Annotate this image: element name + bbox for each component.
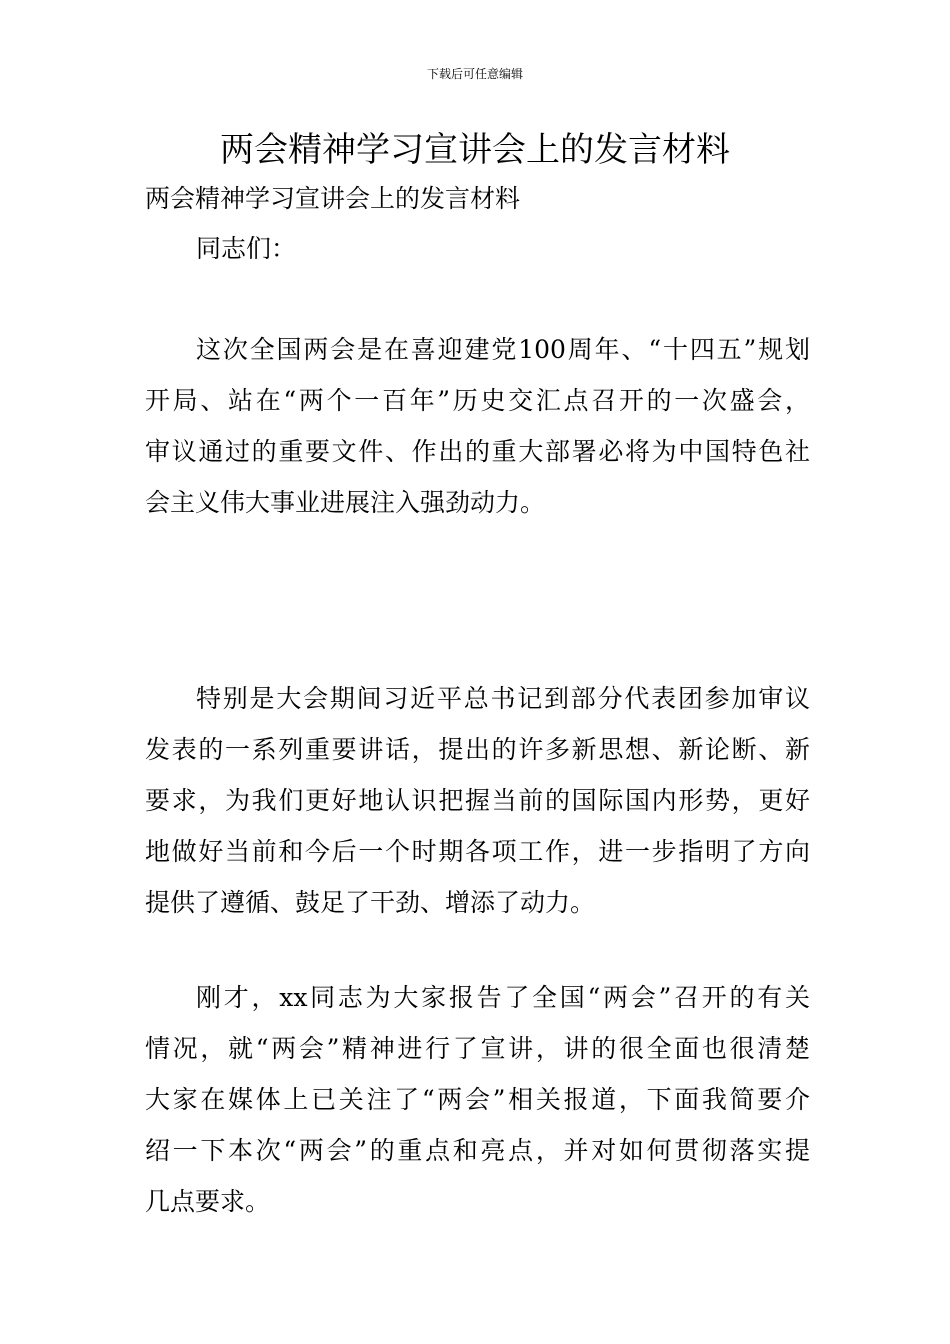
paragraph-1	[145, 330, 810, 534]
paragraph-2	[145, 679, 810, 934]
paragraph-line: 提供了遵循、鼓足了干劲、增添了动力。	[145, 888, 596, 917]
paragraph-3	[145, 978, 810, 1233]
paragraph-line: 绍一下本次“两会”的重点和亮点，并对如何贯彻落实提	[145, 1136, 810, 1165]
paragraph-line: 要求，为我们更好地认识把握当前的国际国内形势，更好	[145, 786, 810, 815]
document-title: 两会精神学习宣讲会上的发言材料	[220, 130, 730, 170]
header-note: 下载后可任意编辑	[426, 67, 523, 81]
paragraph-line: 发表的一系列重要讲话，提出的许多新思想、新论断、新	[145, 735, 810, 764]
paragraph-line: 会主义伟大事业进展注入强劲动力。	[145, 488, 546, 517]
paragraph-line: 这次全国两会是在喜迎建党100周年、“十四五”规划	[196, 335, 810, 364]
paragraph-line: 刚才，xx同志为大家报告了全国“两会”召开的有关	[196, 983, 810, 1012]
paragraph-line: 几点要求。	[145, 1187, 271, 1216]
paragraph-line: 地做好当前和今后一个时期各项工作，进一步指明了方向	[145, 837, 810, 866]
document-subtitle: 两会精神学习宣讲会上的发言材料	[145, 184, 521, 213]
greeting: 同志们：	[196, 234, 297, 263]
paragraph-line: 情况，就“两会”精神进行了宣讲，讲的很全面也很清楚	[145, 1034, 810, 1063]
paragraph-line: 大家在媒体上已关注了“两会”相关报道，下面我简要介	[145, 1085, 810, 1114]
paragraph-line: 审议通过的重要文件、作出的重大部署必将为中国特色社	[145, 437, 810, 466]
paragraph-line: 开局、站在“两个一百年”历史交汇点召开的一次盛会，	[145, 386, 810, 415]
paragraph-line: 特别是大会期间习近平总书记到部分代表团参加审议	[196, 684, 810, 713]
